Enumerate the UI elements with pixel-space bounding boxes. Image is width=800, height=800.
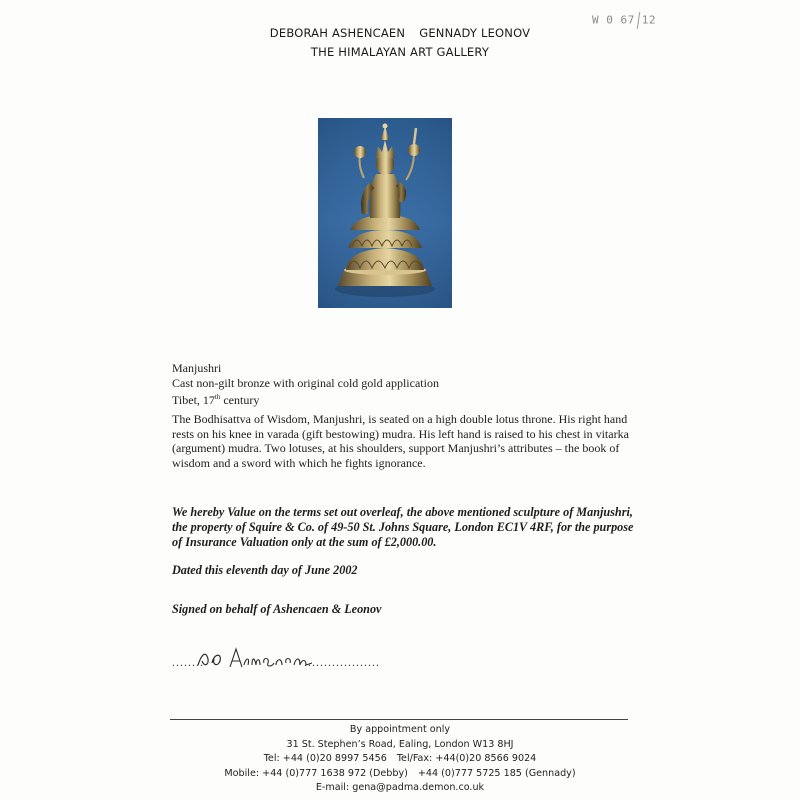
footer-email: E-mail: gena@padma.demon.co.uk <box>315 782 485 794</box>
footer-mobile-gennady: +44 (0)777 5725 185 (Gennady) <box>417 767 576 779</box>
footer-divider <box>170 719 628 720</box>
letterhead-name-left: DEBORAH ASHENCAEN <box>269 26 406 40</box>
signature-trail-dots: ................... <box>304 655 380 669</box>
annotation-right: 12 <box>641 13 656 27</box>
valuation-statement: We hereby Value on the terms set out overleaf, the above mentioned sculpture of Manjushri, the property of Squire & Co. of 49-50 St. Johns Square, London EC1V 4RF, for the purpose of Insurance Valuation only at the sum of £2,000.00. <box>172 505 634 549</box>
handwritten-signature <box>196 645 316 671</box>
object-origin <box>172 390 632 408</box>
manjushri-statue-image <box>318 118 452 308</box>
footer-telfax: Tel/Fax: +44(0)20 8566 9024 <box>396 753 537 765</box>
object-description <box>172 361 632 408</box>
object-material: Cast non-gilt bronze with original cold gold application <box>172 375 439 390</box>
footer-phones <box>0 752 800 767</box>
footer-address: 31 St. Stephen’s Road, Ealing, London W13 8HJ <box>286 738 514 750</box>
origin-suffix: century <box>220 393 260 407</box>
valuation-dated: Dated this eleventh day of June 2002 <box>172 563 358 577</box>
footer-appointment: By appointment only <box>349 724 451 735</box>
origin-prefix: Tibet, 17 <box>172 393 215 407</box>
object-title: Manjushri <box>172 361 222 375</box>
footer-contact <box>0 723 800 796</box>
object-paragraph: The Bodhisattva of Wisdom, Manjushri, is seated on a high double lotus throne. His right hand rests on his knee in varada (gift bestowing) mudra. His left hand is raised to his chest in vitarka (argument) mudra. Two lotuses, at his shoulders, support Manjushri’s attributes – the book of wisdom and a sword with which he fights ignorance. <box>172 412 629 470</box>
sculpture-photo <box>318 118 452 308</box>
annotation-left: W 0 67 <box>592 13 635 27</box>
footer-mobiles <box>0 767 800 782</box>
footer-tel: Tel: +44 (0)20 8997 5456 <box>263 753 387 765</box>
letterhead <box>0 24 800 62</box>
footer-mobile-debby: Mobile: +44 (0)777 1638 972 (Debby) <box>224 767 408 779</box>
origin-sup: th <box>214 393 221 401</box>
letterhead-name-right: GENNADY LEONOV <box>419 26 531 40</box>
letterhead-gallery: THE HIMALAYAN ART GALLERY <box>310 45 490 59</box>
letterhead-names <box>0 24 800 43</box>
signature-lead-dots: ........ <box>172 655 204 669</box>
valuation-signed: Signed on behalf of Ashencaen & Leonov <box>172 602 382 616</box>
